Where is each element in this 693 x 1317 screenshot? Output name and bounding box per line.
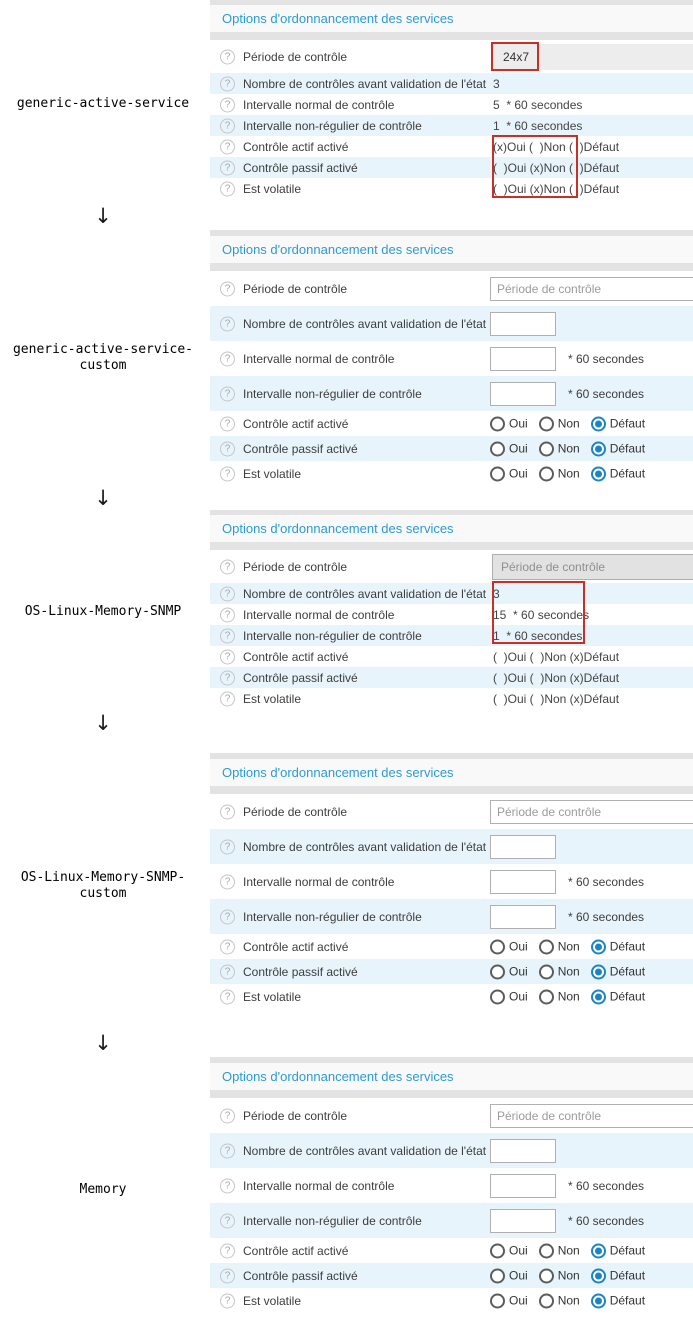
radio-dot-icon xyxy=(595,943,602,950)
divider xyxy=(210,263,693,271)
field-label: Contrôle actif activé xyxy=(243,939,349,954)
divider xyxy=(210,1090,693,1098)
unit-label: * 60 secondes xyxy=(568,1178,645,1193)
radio-icon xyxy=(539,989,554,1004)
radio-icon xyxy=(591,989,606,1004)
radio-icon xyxy=(539,964,554,979)
flow-label-memory: Memory xyxy=(79,1182,127,1197)
help-icon[interactable]: ? xyxy=(220,649,235,664)
down-arrow-icon: ↓ xyxy=(94,711,112,735)
radio-icon xyxy=(539,441,554,456)
help-icon[interactable]: ? xyxy=(220,989,235,1004)
radio-icon xyxy=(490,1268,505,1283)
field-label: Période de contrôle xyxy=(243,1108,348,1123)
field-row-is-volatile xyxy=(210,688,693,709)
field-row-active-checks-enabled xyxy=(210,646,693,667)
field-label: Nombre de contrôles avant validation de l'état xyxy=(243,1143,487,1158)
radio-oui[interactable] xyxy=(490,1243,528,1258)
radio-oui[interactable] xyxy=(490,1293,528,1308)
field-control xyxy=(490,161,619,175)
radio-d-faut[interactable] xyxy=(591,939,645,954)
field-control xyxy=(490,1293,656,1308)
radio-label: Défaut xyxy=(609,1268,646,1283)
radio-label: Non xyxy=(557,441,580,456)
radio-oui[interactable] xyxy=(490,964,528,979)
normal-check-interval-value: 5 * 60 secondes xyxy=(493,97,583,112)
radio-label: Non xyxy=(557,416,580,431)
radio-d-faut[interactable] xyxy=(591,1293,645,1308)
help-icon[interactable]: ? xyxy=(220,416,235,431)
radio-label: Non xyxy=(557,1243,580,1258)
radio-label: Non xyxy=(557,466,580,481)
check-period-input[interactable] xyxy=(490,277,693,301)
radio-d-faut[interactable] xyxy=(591,441,645,456)
max-check-attempts-input[interactable] xyxy=(490,835,556,859)
retry-check-interval-value: 1 * 60 secondes xyxy=(493,628,583,643)
radio-icon xyxy=(490,466,505,481)
unit-label: * 60 secondes xyxy=(568,874,645,889)
field-control xyxy=(490,347,644,371)
radio-label: Non xyxy=(557,939,580,954)
radio-icon xyxy=(490,989,505,1004)
radio-label: Oui xyxy=(509,964,528,979)
field-label: Contrôle passif activé xyxy=(243,160,358,175)
retry-check-interval-input[interactable] xyxy=(490,1209,556,1233)
radio-non[interactable] xyxy=(539,939,580,954)
field-control xyxy=(490,939,656,954)
field-control xyxy=(490,964,656,979)
radio-label: Oui xyxy=(509,1243,528,1258)
radio-label: Défaut xyxy=(609,441,646,456)
radio-non[interactable] xyxy=(539,989,580,1004)
field-row-passive-checks-enabled xyxy=(210,667,693,688)
field-row-check-period xyxy=(210,550,693,583)
down-arrow-icon: ↓ xyxy=(94,486,112,510)
radio-non[interactable] xyxy=(539,1243,580,1258)
radio-oui[interactable] xyxy=(490,1268,528,1283)
field-control xyxy=(490,835,556,859)
help-icon[interactable]: ? xyxy=(220,316,235,331)
help-icon[interactable]: ? xyxy=(220,1243,235,1258)
radio-label: Non xyxy=(557,964,580,979)
field-label: Est volatile xyxy=(243,691,302,706)
radio-label: Non xyxy=(557,1268,580,1283)
check-period-input[interactable] xyxy=(490,1104,693,1128)
radio-label: Défaut xyxy=(609,939,646,954)
radio-icon xyxy=(490,939,505,954)
check-period-input[interactable] xyxy=(490,800,693,824)
field-label: Contrôle passif activé xyxy=(243,1268,358,1283)
radio-icon xyxy=(539,939,554,954)
field-row-normal-check-interval xyxy=(210,864,693,899)
field-label: Est volatile xyxy=(243,989,302,1004)
field-label: Contrôle passif activé xyxy=(243,670,358,685)
unit-label: * 60 secondes xyxy=(568,386,645,401)
field-label: Contrôle actif activé xyxy=(243,1243,349,1258)
field-control xyxy=(490,416,656,431)
field-row-max-check-attempts xyxy=(210,583,693,604)
field-row-retry-check-interval xyxy=(210,115,693,136)
field-control xyxy=(490,277,693,301)
field-control xyxy=(490,905,644,929)
field-control xyxy=(490,1209,644,1233)
flow-label-os-linux-memory-snmp: OS-Linux-Memory-SNMP xyxy=(24,604,182,619)
radio-d-faut[interactable] xyxy=(591,1268,645,1283)
help-icon[interactable]: ? xyxy=(220,1108,235,1123)
help-icon[interactable]: ? xyxy=(220,1213,235,1228)
radio-oui[interactable] xyxy=(490,939,528,954)
options-panel-generic-active-service xyxy=(210,0,693,199)
field-control xyxy=(490,382,644,406)
active-checks-enabled-value: ( )Oui ( )Non (x)Défaut xyxy=(493,649,620,664)
max-check-attempts-input[interactable] xyxy=(490,312,556,336)
field-row-is-volatile xyxy=(210,178,693,199)
retry-check-interval-input[interactable] xyxy=(490,382,556,406)
radio-icon xyxy=(539,416,554,431)
radio-icon xyxy=(539,466,554,481)
radio-icon xyxy=(490,964,505,979)
help-icon[interactable]: ? xyxy=(220,139,235,154)
field-row-normal-check-interval xyxy=(210,341,693,376)
radio-icon xyxy=(591,1293,606,1308)
radio-dot-icon xyxy=(595,1247,602,1254)
field-control xyxy=(490,587,500,601)
field-label: Période de contrôle xyxy=(243,559,348,574)
radio-icon xyxy=(591,466,606,481)
field-control xyxy=(490,800,693,824)
divider xyxy=(210,786,693,794)
field-label: Nombre de contrôles avant validation de l'état xyxy=(243,76,487,91)
field-control xyxy=(490,77,500,91)
max-check-attempts-input[interactable] xyxy=(490,1139,556,1163)
is-volatile-value: ( )Oui (x)Non ( )Défaut xyxy=(493,181,620,196)
field-row-max-check-attempts xyxy=(210,1133,693,1168)
field-row-active-checks-enabled xyxy=(210,1238,693,1263)
field-control xyxy=(490,989,656,1004)
help-icon[interactable]: ? xyxy=(220,874,235,889)
field-row-normal-check-interval xyxy=(210,1168,693,1203)
options-panel-generic-active-service-custom xyxy=(210,230,693,486)
down-arrow-icon: ↓ xyxy=(94,1031,112,1055)
field-row-active-checks-enabled xyxy=(210,136,693,157)
select-placeholder: Période de contrôle xyxy=(501,559,606,574)
radio-icon xyxy=(490,1293,505,1308)
field-control xyxy=(490,182,619,196)
field-label: Contrôle actif activé xyxy=(243,649,349,664)
field-row-active-checks-enabled xyxy=(210,934,693,959)
field-control xyxy=(490,650,619,664)
select-value: 24x7 xyxy=(503,49,530,64)
help-icon[interactable]: ? xyxy=(220,118,235,133)
radio-icon xyxy=(539,1268,554,1283)
radio-label: Oui xyxy=(509,441,528,456)
help-icon[interactable]: ? xyxy=(220,804,235,819)
help-icon[interactable]: ? xyxy=(220,441,235,456)
radio-oui[interactable] xyxy=(490,416,528,431)
field-label: Contrôle passif activé xyxy=(243,964,358,979)
field-row-max-check-attempts xyxy=(210,829,693,864)
unit-label: * 60 secondes xyxy=(568,1213,645,1228)
radio-dot-icon xyxy=(595,993,602,1000)
field-control xyxy=(490,671,619,685)
field-label: Période de contrôle xyxy=(243,804,348,819)
field-row-active-checks-enabled xyxy=(210,411,693,436)
help-icon[interactable]: ? xyxy=(220,76,235,91)
radio-icon xyxy=(539,1293,554,1308)
options-panel-memory xyxy=(210,1057,693,1313)
radio-icon xyxy=(490,1243,505,1258)
radio-d-faut[interactable] xyxy=(591,416,645,431)
field-row-passive-checks-enabled xyxy=(210,157,693,178)
radio-non[interactable] xyxy=(539,466,580,481)
radio-label: Non xyxy=(557,989,580,1004)
field-control xyxy=(490,608,589,622)
field-control xyxy=(490,140,619,154)
field-label: Intervalle normal de contrôle xyxy=(243,97,395,112)
radio-non[interactable] xyxy=(539,416,580,431)
options-panel-os-linux-memory-snmp-custom xyxy=(210,753,693,1009)
field-label: Intervalle normal de contrôle xyxy=(243,1178,395,1193)
field-control xyxy=(490,44,693,70)
radio-label: Oui xyxy=(509,416,528,431)
radio-label: Oui xyxy=(509,989,528,1004)
check-period-select[interactable] xyxy=(493,44,693,70)
radio-non[interactable] xyxy=(539,1293,580,1308)
radio-non[interactable] xyxy=(539,1268,580,1283)
help-icon[interactable]: ? xyxy=(220,909,235,924)
normal-check-interval-input[interactable] xyxy=(490,1174,556,1198)
field-row-normal-check-interval xyxy=(210,604,693,625)
help-icon[interactable]: ? xyxy=(220,939,235,954)
help-icon[interactable]: ? xyxy=(220,586,235,601)
help-icon[interactable]: ? xyxy=(220,628,235,643)
field-row-check-period xyxy=(210,40,693,73)
panel-title: Options d'ordonnancement des services xyxy=(210,515,693,542)
field-row-check-period xyxy=(210,271,693,306)
field-row-check-period xyxy=(210,1098,693,1133)
radio-dot-icon xyxy=(595,470,602,477)
radio-icon xyxy=(591,1268,606,1283)
field-row-retry-check-interval xyxy=(210,899,693,934)
field-label: Contrôle actif activé xyxy=(243,416,349,431)
field-label: Période de contrôle xyxy=(243,281,348,296)
radio-icon xyxy=(591,416,606,431)
is-volatile-value: ( )Oui ( )Non (x)Défaut xyxy=(493,691,620,706)
radio-label: Oui xyxy=(509,1268,528,1283)
field-control xyxy=(490,119,582,133)
field-row-retry-check-interval xyxy=(210,376,693,411)
help-icon[interactable]: ? xyxy=(220,281,235,296)
radio-label: Défaut xyxy=(609,989,646,1004)
check-period-select xyxy=(492,554,693,580)
field-control xyxy=(490,1104,693,1128)
help-icon[interactable]: ? xyxy=(220,670,235,685)
field-label: Intervalle non-régulier de contrôle xyxy=(243,386,422,401)
field-label: Intervalle non-régulier de contrôle xyxy=(243,1213,422,1228)
down-arrow-icon: ↓ xyxy=(94,204,112,228)
help-icon[interactable]: ? xyxy=(220,964,235,979)
radio-icon xyxy=(591,441,606,456)
field-row-is-volatile xyxy=(210,984,693,1009)
radio-icon xyxy=(490,441,505,456)
radio-oui[interactable] xyxy=(490,466,528,481)
radio-icon xyxy=(591,939,606,954)
flow-label-generic-active-service: generic-active-service xyxy=(16,96,190,111)
radio-label: Défaut xyxy=(609,1293,646,1308)
panel-title: Options d'ordonnancement des services xyxy=(210,759,693,786)
radio-icon xyxy=(591,1243,606,1258)
help-icon[interactable]: ? xyxy=(220,466,235,481)
radio-label: Défaut xyxy=(609,466,646,481)
field-row-max-check-attempts xyxy=(210,73,693,94)
radio-dot-icon xyxy=(595,445,602,452)
field-control xyxy=(490,98,582,112)
flow-label-generic-active-service-custom: generic-active-service-custom xyxy=(12,342,193,373)
field-control xyxy=(490,441,656,456)
field-label: Intervalle normal de contrôle xyxy=(243,351,395,366)
field-control xyxy=(490,692,619,706)
passive-checks-enabled-value: ( )Oui (x)Non ( )Défaut xyxy=(493,160,620,175)
field-control xyxy=(490,629,582,643)
divider xyxy=(210,32,693,40)
radio-non[interactable] xyxy=(539,441,580,456)
help-icon[interactable]: ? xyxy=(220,386,235,401)
radio-dot-icon xyxy=(595,968,602,975)
radio-dot-icon xyxy=(595,1297,602,1304)
unit-label: * 60 secondes xyxy=(568,909,645,924)
normal-check-interval-input[interactable] xyxy=(490,870,556,894)
panel-title: Options d'ordonnancement des services xyxy=(210,5,693,32)
active-checks-enabled-value: (x)Oui ( )Non ( )Défaut xyxy=(493,139,620,154)
help-icon[interactable]: ? xyxy=(220,607,235,622)
help-icon[interactable]: ? xyxy=(220,559,235,574)
radio-label: Défaut xyxy=(609,964,646,979)
retry-check-interval-input[interactable] xyxy=(490,905,556,929)
field-label: Intervalle normal de contrôle xyxy=(243,874,395,889)
help-icon[interactable]: ? xyxy=(220,691,235,706)
field-label: Est volatile xyxy=(243,466,302,481)
field-row-check-period xyxy=(210,794,693,829)
radio-non[interactable] xyxy=(539,964,580,979)
field-row-retry-check-interval xyxy=(210,625,693,646)
field-label: Contrôle actif activé xyxy=(243,139,349,154)
help-icon[interactable]: ? xyxy=(220,839,235,854)
help-icon[interactable]: ? xyxy=(220,1143,235,1158)
help-icon[interactable]: ? xyxy=(220,97,235,112)
radio-label: Défaut xyxy=(609,416,646,431)
field-control xyxy=(490,466,656,481)
help-icon[interactable]: ? xyxy=(220,1178,235,1193)
field-label: Nombre de contrôles avant validation de l'état xyxy=(243,839,487,854)
radio-d-faut[interactable] xyxy=(591,466,645,481)
field-control xyxy=(490,554,693,580)
help-icon[interactable]: ? xyxy=(220,160,235,175)
radio-label: Oui xyxy=(509,466,528,481)
radio-oui[interactable] xyxy=(490,989,528,1004)
unit-label: * 60 secondes xyxy=(568,351,645,366)
retry-check-interval-value: 1 * 60 secondes xyxy=(493,118,583,133)
field-label: Nombre de contrôles avant validation de l'état xyxy=(243,586,487,601)
field-label: Période de contrôle xyxy=(243,49,348,64)
field-row-is-volatile xyxy=(210,461,693,486)
max-check-attempts-value: 3 xyxy=(493,76,500,91)
radio-d-faut[interactable] xyxy=(591,964,645,979)
radio-label: Non xyxy=(557,1293,580,1308)
passive-checks-enabled-value: ( )Oui ( )Non (x)Défaut xyxy=(493,670,620,685)
radio-d-faut[interactable] xyxy=(591,989,645,1004)
help-icon[interactable]: ? xyxy=(220,49,235,64)
help-icon[interactable]: ? xyxy=(220,181,235,196)
field-label: Intervalle non-régulier de contrôle xyxy=(243,118,422,133)
radio-icon xyxy=(490,416,505,431)
field-label: Intervalle non-régulier de contrôle xyxy=(243,628,422,643)
field-label: Intervalle non-régulier de contrôle xyxy=(243,909,422,924)
field-control xyxy=(490,870,644,894)
radio-label: Oui xyxy=(509,1293,528,1308)
field-row-passive-checks-enabled xyxy=(210,1263,693,1288)
field-control xyxy=(490,1174,644,1198)
field-label: Nombre de contrôles avant validation de l'état xyxy=(243,316,487,331)
radio-label: Défaut xyxy=(609,1243,646,1258)
help-icon[interactable]: ? xyxy=(220,1268,235,1283)
field-label: Intervalle normal de contrôle xyxy=(243,607,395,622)
field-row-max-check-attempts xyxy=(210,306,693,341)
max-check-attempts-value: 3 xyxy=(493,586,500,601)
radio-icon xyxy=(539,1243,554,1258)
field-row-is-volatile xyxy=(210,1288,693,1313)
help-icon[interactable]: ? xyxy=(220,351,235,366)
divider xyxy=(210,542,693,550)
field-row-normal-check-interval xyxy=(210,94,693,115)
field-control xyxy=(490,1243,656,1258)
normal-check-interval-input[interactable] xyxy=(490,347,556,371)
radio-dot-icon xyxy=(595,420,602,427)
radio-label: Oui xyxy=(509,939,528,954)
panel-title: Options d'ordonnancement des services xyxy=(210,1063,693,1090)
panel-title: Options d'ordonnancement des services xyxy=(210,236,693,263)
field-row-retry-check-interval xyxy=(210,1203,693,1238)
field-row-passive-checks-enabled xyxy=(210,959,693,984)
field-control xyxy=(490,312,556,336)
options-panel-os-linux-memory-snmp xyxy=(210,510,693,709)
radio-icon xyxy=(591,964,606,979)
help-icon[interactable]: ? xyxy=(220,1293,235,1308)
field-label: Est volatile xyxy=(243,181,302,196)
normal-check-interval-value: 15 * 60 secondes xyxy=(493,607,590,622)
field-control xyxy=(490,1139,556,1163)
field-control xyxy=(490,1268,656,1283)
radio-oui[interactable] xyxy=(490,441,528,456)
field-label: Est volatile xyxy=(243,1293,302,1308)
radio-d-faut[interactable] xyxy=(591,1243,645,1258)
field-label: Contrôle passif activé xyxy=(243,441,358,456)
field-row-passive-checks-enabled xyxy=(210,436,693,461)
radio-dot-icon xyxy=(595,1272,602,1279)
flow-label-os-linux-memory-snmp-custom: OS-Linux-Memory-SNMP-custom xyxy=(20,870,186,901)
